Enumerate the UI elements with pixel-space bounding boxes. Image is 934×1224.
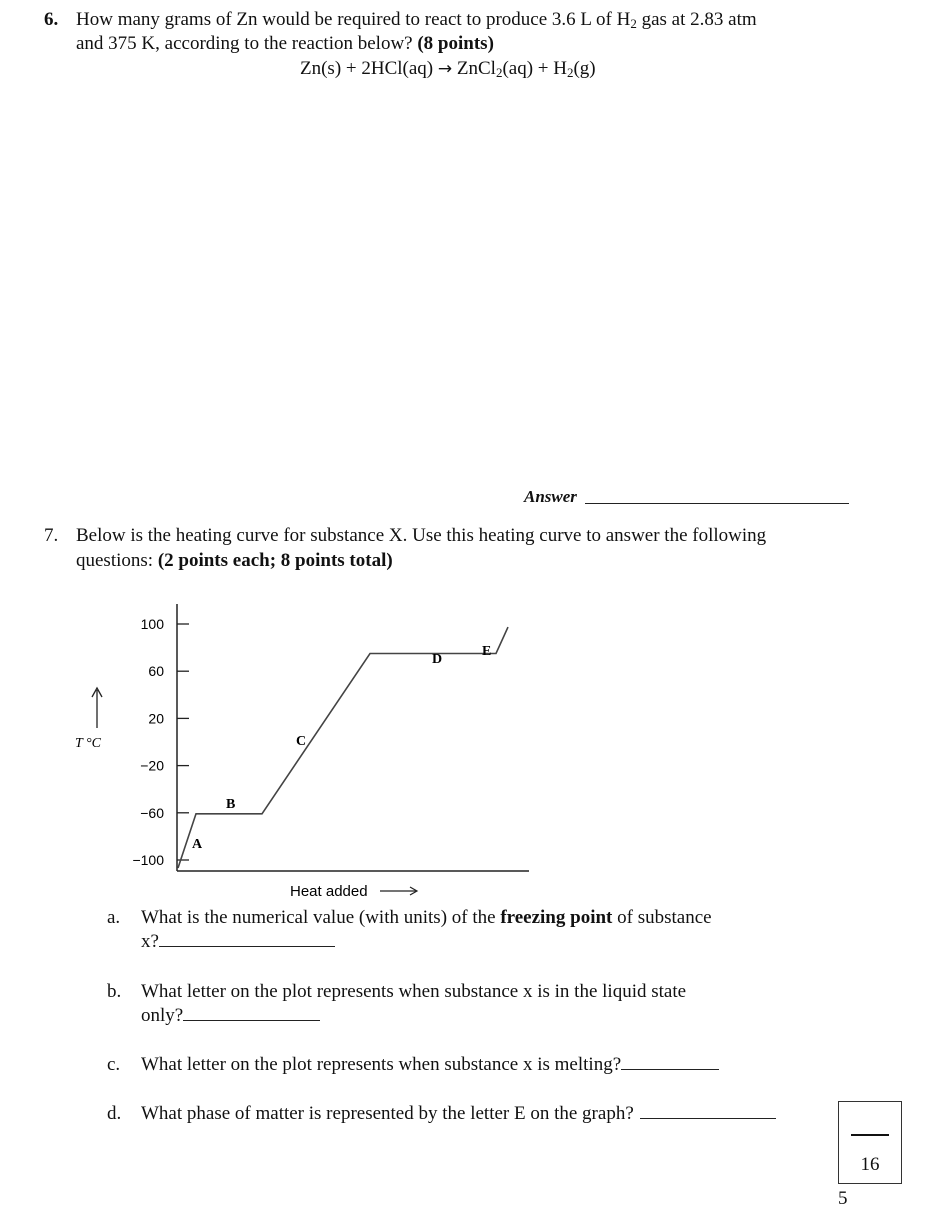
eq-sub1: 2	[495, 65, 503, 80]
segment-label-e: E	[482, 644, 492, 659]
part-d-line1	[141, 1102, 776, 1126]
part-c-letter: c.	[107, 1054, 121, 1075]
part-b-text2: only?	[141, 1005, 184, 1026]
y-tick-label: −60	[140, 804, 164, 821]
part-b-letter: b.	[107, 981, 122, 1002]
part-d-text1: What phase of matter is represented by the letter E on the graph?	[141, 1103, 634, 1124]
part-a-bold: freezing point	[500, 907, 613, 928]
y-ticks	[177, 624, 189, 860]
q6-line1-end: gas at 2.83 atm	[636, 9, 757, 30]
eq-part2: ZnCl	[452, 58, 496, 79]
answer-blank[interactable]	[585, 503, 849, 504]
y-tick-label: −20	[140, 757, 164, 774]
y-axis-label: T °C	[75, 736, 101, 751]
answer-label: Answer	[524, 487, 577, 506]
q7-line2	[76, 549, 393, 573]
score-blank[interactable]	[851, 1134, 889, 1136]
q6-equation	[300, 57, 596, 85]
eq-part1: Zn(s) + 2HCl(aq)	[300, 58, 438, 79]
x-axis-arrow	[380, 887, 417, 895]
part-b-blank[interactable]	[183, 1004, 320, 1021]
heating-curve-line	[178, 627, 508, 868]
q7-points: (2 points each; 8 points total)	[157, 550, 393, 571]
segment-label-b: B	[226, 797, 236, 812]
eq-part3: (aq) + H	[502, 58, 567, 79]
eq-part4: (g)	[573, 58, 596, 79]
heating-curve-chart	[60, 595, 540, 905]
y-tick-label: 20	[148, 710, 164, 727]
segment-labels	[192, 644, 491, 852]
part-c-text1: What letter on the plot represents when substance x is melting?	[141, 1054, 622, 1075]
segment-label-c: C	[296, 734, 307, 749]
q6-points: (8 points)	[417, 33, 494, 54]
part-a-line2	[141, 930, 335, 954]
part-d-letter: d.	[107, 1103, 122, 1124]
part-a-blank[interactable]	[159, 930, 335, 947]
part-c-line1	[141, 1053, 719, 1077]
q6-line1-sub: 2	[630, 16, 637, 31]
q6-line2-text: and 375 K, according to the reaction below?	[76, 33, 418, 54]
y-tick-labels	[132, 616, 164, 868]
y-tick-label: 100	[140, 616, 164, 632]
q6-number: 6.	[44, 9, 59, 30]
page-number: 5	[838, 1188, 848, 1209]
q7-line1: Below is the heating curve for substance X. Use this heating curve to answer the following	[76, 525, 767, 546]
part-a-text3: x?	[141, 931, 159, 952]
segment-label-a: A	[192, 837, 203, 852]
part-a-text2: of substance	[612, 907, 712, 928]
x-axis-label: Heat added	[290, 883, 368, 900]
part-c-blank[interactable]	[621, 1053, 719, 1070]
score-total: 16	[860, 1154, 880, 1175]
q6-line1-text: How many grams of Zn would be required to react to produce 3.6 L of H	[76, 9, 631, 30]
y-tick-label: −100	[132, 852, 164, 868]
y-tick-label: 60	[148, 663, 164, 680]
q7-line2-text: questions:	[76, 550, 158, 571]
eq-sub2: 2	[566, 65, 574, 80]
part-b-line2	[141, 1004, 320, 1028]
part-a-line1	[141, 906, 712, 930]
part-b-line1: What letter on the plot represents when substance x is in the liquid state	[141, 981, 687, 1002]
q6-line2	[76, 32, 494, 56]
score-box	[838, 1101, 902, 1184]
part-a-letter: a.	[107, 907, 121, 928]
q7-number: 7.	[44, 525, 59, 546]
part-d-blank[interactable]	[640, 1102, 776, 1119]
eq-arrow: →	[437, 59, 453, 79]
y-axis-arrow	[92, 688, 102, 728]
part-a-text1: What is the numerical value (with units) of the	[141, 907, 501, 928]
segment-label-d: D	[432, 652, 443, 667]
